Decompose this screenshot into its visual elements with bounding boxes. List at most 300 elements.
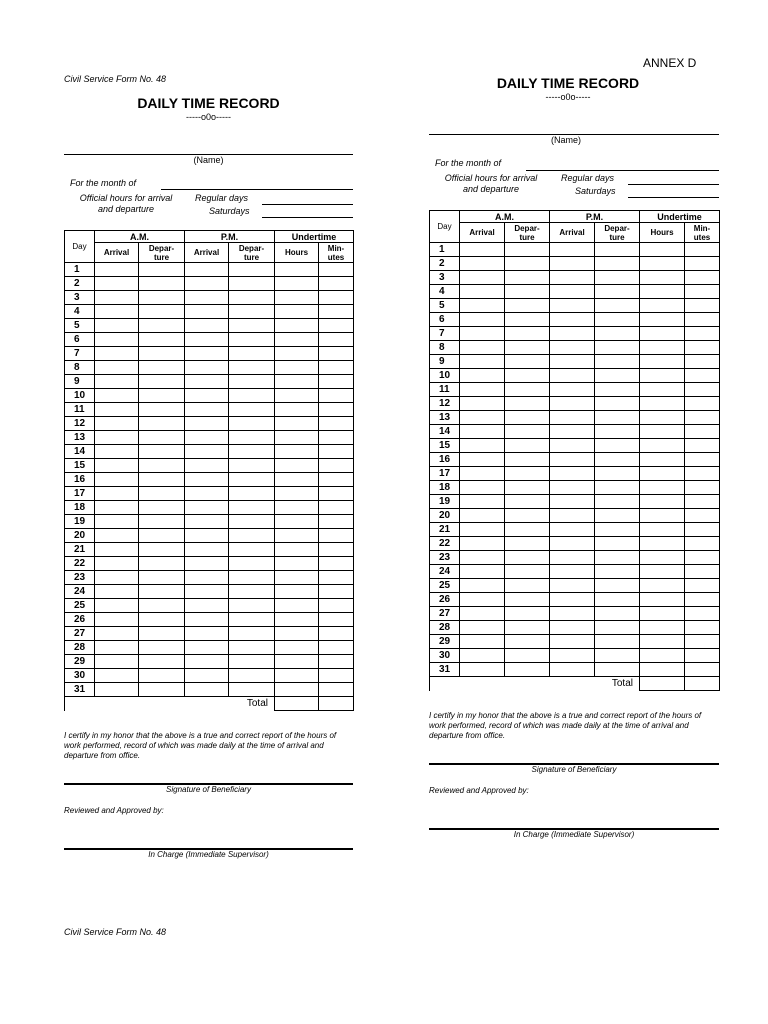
pm-arrival-cell[interactable] xyxy=(550,649,595,663)
pm-departure-cell[interactable] xyxy=(595,593,640,607)
pm-arrival-cell[interactable] xyxy=(550,257,595,271)
pm-departure-cell[interactable] xyxy=(595,551,640,565)
undertime-minutes-cell[interactable] xyxy=(685,397,720,411)
undertime-minutes-cell[interactable] xyxy=(319,459,354,473)
undertime-hours-cell[interactable] xyxy=(640,341,685,355)
pm-departure-cell[interactable] xyxy=(595,397,640,411)
total-minutes-cell[interactable] xyxy=(685,677,720,691)
pm-arrival-cell[interactable] xyxy=(185,389,229,403)
am-departure-cell[interactable] xyxy=(505,607,550,621)
undertime-minutes-cell[interactable] xyxy=(319,683,354,697)
undertime-minutes-cell[interactable] xyxy=(319,403,354,417)
undertime-hours-cell[interactable] xyxy=(640,495,685,509)
undertime-hours-cell[interactable] xyxy=(275,627,319,641)
undertime-minutes-cell[interactable] xyxy=(685,341,720,355)
undertime-minutes-cell[interactable] xyxy=(319,305,354,319)
pm-arrival-cell[interactable] xyxy=(185,473,229,487)
undertime-hours-cell[interactable] xyxy=(275,515,319,529)
undertime-hours-cell[interactable] xyxy=(640,355,685,369)
am-arrival-cell[interactable] xyxy=(460,313,505,327)
am-departure-cell[interactable] xyxy=(505,593,550,607)
undertime-minutes-cell[interactable] xyxy=(319,417,354,431)
undertime-hours-cell[interactable] xyxy=(640,271,685,285)
undertime-hours-cell[interactable] xyxy=(640,327,685,341)
pm-arrival-cell[interactable] xyxy=(550,537,595,551)
am-departure-cell[interactable] xyxy=(505,649,550,663)
undertime-hours-cell[interactable] xyxy=(275,683,319,697)
pm-arrival-cell[interactable] xyxy=(550,551,595,565)
undertime-hours-cell[interactable] xyxy=(275,277,319,291)
undertime-minutes-cell[interactable] xyxy=(319,669,354,683)
am-arrival-cell[interactable] xyxy=(95,683,139,697)
pm-arrival-cell[interactable] xyxy=(185,487,229,501)
pm-arrival-cell[interactable] xyxy=(185,529,229,543)
am-departure-cell[interactable] xyxy=(139,319,185,333)
am-arrival-cell[interactable] xyxy=(460,257,505,271)
pm-arrival-cell[interactable] xyxy=(185,319,229,333)
am-arrival-cell[interactable] xyxy=(460,551,505,565)
am-arrival-cell[interactable] xyxy=(95,585,139,599)
undertime-minutes-cell[interactable] xyxy=(685,327,720,341)
undertime-hours-cell[interactable] xyxy=(640,579,685,593)
undertime-minutes-cell[interactable] xyxy=(685,411,720,425)
am-departure-cell[interactable] xyxy=(139,445,185,459)
am-departure-cell[interactable] xyxy=(505,495,550,509)
am-departure-cell[interactable] xyxy=(139,361,185,375)
undertime-minutes-cell[interactable] xyxy=(685,537,720,551)
pm-departure-cell[interactable] xyxy=(229,347,275,361)
am-arrival-cell[interactable] xyxy=(95,305,139,319)
pm-arrival-cell[interactable] xyxy=(550,635,595,649)
pm-arrival-cell[interactable] xyxy=(550,425,595,439)
am-arrival-cell[interactable] xyxy=(95,571,139,585)
am-departure-cell[interactable] xyxy=(139,473,185,487)
total-minutes-cell[interactable] xyxy=(319,697,354,711)
total-hours-cell[interactable] xyxy=(640,677,685,691)
undertime-minutes-cell[interactable] xyxy=(685,523,720,537)
pm-arrival-cell[interactable] xyxy=(550,411,595,425)
undertime-hours-cell[interactable] xyxy=(640,593,685,607)
pm-departure-cell[interactable] xyxy=(595,509,640,523)
undertime-minutes-cell[interactable] xyxy=(685,495,720,509)
undertime-hours-cell[interactable] xyxy=(275,291,319,305)
am-arrival-cell[interactable] xyxy=(460,397,505,411)
undertime-hours-cell[interactable] xyxy=(640,537,685,551)
pm-arrival-cell[interactable] xyxy=(550,509,595,523)
undertime-hours-cell[interactable] xyxy=(275,361,319,375)
pm-arrival-cell[interactable] xyxy=(185,333,229,347)
undertime-minutes-cell[interactable] xyxy=(685,593,720,607)
undertime-minutes-cell[interactable] xyxy=(319,487,354,501)
pm-arrival-cell[interactable] xyxy=(550,523,595,537)
undertime-hours-cell[interactable] xyxy=(640,453,685,467)
undertime-minutes-cell[interactable] xyxy=(319,333,354,347)
am-departure-cell[interactable] xyxy=(505,565,550,579)
am-arrival-cell[interactable] xyxy=(95,515,139,529)
undertime-hours-cell[interactable] xyxy=(275,655,319,669)
am-departure-cell[interactable] xyxy=(139,599,185,613)
am-arrival-cell[interactable] xyxy=(95,669,139,683)
am-arrival-cell[interactable] xyxy=(95,459,139,473)
undertime-minutes-cell[interactable] xyxy=(685,285,720,299)
undertime-minutes-cell[interactable] xyxy=(685,565,720,579)
am-arrival-cell[interactable] xyxy=(460,453,505,467)
pm-arrival-cell[interactable] xyxy=(550,565,595,579)
am-departure-cell[interactable] xyxy=(139,543,185,557)
pm-departure-cell[interactable] xyxy=(229,403,275,417)
am-arrival-cell[interactable] xyxy=(460,383,505,397)
pm-departure-cell[interactable] xyxy=(229,417,275,431)
undertime-minutes-cell[interactable] xyxy=(319,529,354,543)
undertime-hours-cell[interactable] xyxy=(640,551,685,565)
undertime-minutes-cell[interactable] xyxy=(685,369,720,383)
pm-arrival-cell[interactable] xyxy=(185,641,229,655)
pm-departure-cell[interactable] xyxy=(595,285,640,299)
pm-arrival-cell[interactable] xyxy=(550,355,595,369)
am-arrival-cell[interactable] xyxy=(95,361,139,375)
am-arrival-cell[interactable] xyxy=(95,263,139,277)
am-arrival-cell[interactable] xyxy=(95,319,139,333)
pm-arrival-cell[interactable] xyxy=(185,683,229,697)
pm-arrival-cell[interactable] xyxy=(550,453,595,467)
am-arrival-cell[interactable] xyxy=(95,389,139,403)
pm-arrival-cell[interactable] xyxy=(550,481,595,495)
pm-departure-cell[interactable] xyxy=(229,431,275,445)
pm-arrival-cell[interactable] xyxy=(550,607,595,621)
pm-departure-cell[interactable] xyxy=(229,263,275,277)
undertime-hours-cell[interactable] xyxy=(275,417,319,431)
am-arrival-cell[interactable] xyxy=(95,655,139,669)
undertime-minutes-cell[interactable] xyxy=(319,641,354,655)
am-departure-cell[interactable] xyxy=(505,383,550,397)
am-departure-cell[interactable] xyxy=(139,655,185,669)
undertime-minutes-cell[interactable] xyxy=(685,271,720,285)
pm-departure-cell[interactable] xyxy=(595,411,640,425)
am-departure-cell[interactable] xyxy=(139,431,185,445)
undertime-minutes-cell[interactable] xyxy=(685,579,720,593)
undertime-minutes-cell[interactable] xyxy=(319,585,354,599)
am-departure-cell[interactable] xyxy=(505,523,550,537)
pm-departure-cell[interactable] xyxy=(229,375,275,389)
am-departure-cell[interactable] xyxy=(505,243,550,257)
undertime-minutes-cell[interactable] xyxy=(319,291,354,305)
pm-departure-cell[interactable] xyxy=(229,515,275,529)
am-departure-cell[interactable] xyxy=(505,299,550,313)
undertime-hours-cell[interactable] xyxy=(640,649,685,663)
pm-departure-cell[interactable] xyxy=(595,271,640,285)
am-arrival-cell[interactable] xyxy=(95,599,139,613)
undertime-minutes-cell[interactable] xyxy=(685,313,720,327)
undertime-minutes-cell[interactable] xyxy=(319,277,354,291)
pm-arrival-cell[interactable] xyxy=(185,375,229,389)
regular-days-field-line[interactable] xyxy=(262,204,353,205)
pm-arrival-cell[interactable] xyxy=(550,369,595,383)
undertime-hours-cell[interactable] xyxy=(640,425,685,439)
pm-departure-cell[interactable] xyxy=(595,313,640,327)
pm-departure-cell[interactable] xyxy=(595,257,640,271)
am-arrival-cell[interactable] xyxy=(460,341,505,355)
pm-departure-cell[interactable] xyxy=(595,355,640,369)
am-arrival-cell[interactable] xyxy=(95,627,139,641)
am-arrival-cell[interactable] xyxy=(95,641,139,655)
am-arrival-cell[interactable] xyxy=(460,649,505,663)
pm-departure-cell[interactable] xyxy=(595,537,640,551)
am-departure-cell[interactable] xyxy=(505,537,550,551)
pm-departure-cell[interactable] xyxy=(229,445,275,459)
pm-departure-cell[interactable] xyxy=(595,663,640,677)
undertime-hours-cell[interactable] xyxy=(640,439,685,453)
undertime-minutes-cell[interactable] xyxy=(319,557,354,571)
am-arrival-cell[interactable] xyxy=(95,291,139,305)
pm-arrival-cell[interactable] xyxy=(550,397,595,411)
pm-arrival-cell[interactable] xyxy=(185,599,229,613)
regular-days-field-line[interactable] xyxy=(628,184,719,185)
am-arrival-cell[interactable] xyxy=(95,613,139,627)
pm-arrival-cell[interactable] xyxy=(550,383,595,397)
pm-arrival-cell[interactable] xyxy=(185,613,229,627)
am-departure-cell[interactable] xyxy=(505,439,550,453)
pm-arrival-cell[interactable] xyxy=(185,571,229,585)
pm-departure-cell[interactable] xyxy=(595,467,640,481)
am-arrival-cell[interactable] xyxy=(460,425,505,439)
am-arrival-cell[interactable] xyxy=(95,529,139,543)
pm-arrival-cell[interactable] xyxy=(185,669,229,683)
am-arrival-cell[interactable] xyxy=(460,523,505,537)
pm-arrival-cell[interactable] xyxy=(185,277,229,291)
pm-departure-cell[interactable] xyxy=(595,383,640,397)
pm-departure-cell[interactable] xyxy=(229,683,275,697)
am-arrival-cell[interactable] xyxy=(95,375,139,389)
undertime-hours-cell[interactable] xyxy=(640,565,685,579)
pm-departure-cell[interactable] xyxy=(229,543,275,557)
pm-departure-cell[interactable] xyxy=(229,487,275,501)
pm-arrival-cell[interactable] xyxy=(185,403,229,417)
pm-arrival-cell[interactable] xyxy=(550,341,595,355)
am-departure-cell[interactable] xyxy=(139,333,185,347)
pm-departure-cell[interactable] xyxy=(595,565,640,579)
pm-arrival-cell[interactable] xyxy=(550,299,595,313)
am-departure-cell[interactable] xyxy=(139,417,185,431)
am-arrival-cell[interactable] xyxy=(460,621,505,635)
undertime-hours-cell[interactable] xyxy=(275,529,319,543)
undertime-minutes-cell[interactable] xyxy=(319,347,354,361)
pm-departure-cell[interactable] xyxy=(229,655,275,669)
am-arrival-cell[interactable] xyxy=(460,299,505,313)
am-arrival-cell[interactable] xyxy=(95,277,139,291)
am-departure-cell[interactable] xyxy=(505,453,550,467)
pm-departure-cell[interactable] xyxy=(229,557,275,571)
undertime-minutes-cell[interactable] xyxy=(685,453,720,467)
am-departure-cell[interactable] xyxy=(505,327,550,341)
am-arrival-cell[interactable] xyxy=(460,271,505,285)
am-departure-cell[interactable] xyxy=(139,613,185,627)
undertime-minutes-cell[interactable] xyxy=(685,607,720,621)
undertime-hours-cell[interactable] xyxy=(275,669,319,683)
pm-departure-cell[interactable] xyxy=(229,501,275,515)
pm-departure-cell[interactable] xyxy=(595,439,640,453)
pm-arrival-cell[interactable] xyxy=(185,655,229,669)
undertime-minutes-cell[interactable] xyxy=(319,319,354,333)
am-departure-cell[interactable] xyxy=(505,369,550,383)
am-departure-cell[interactable] xyxy=(139,375,185,389)
undertime-hours-cell[interactable] xyxy=(640,285,685,299)
am-arrival-cell[interactable] xyxy=(460,439,505,453)
pm-departure-cell[interactable] xyxy=(229,319,275,333)
am-arrival-cell[interactable] xyxy=(95,431,139,445)
pm-departure-cell[interactable] xyxy=(229,613,275,627)
am-departure-cell[interactable] xyxy=(505,635,550,649)
undertime-minutes-cell[interactable] xyxy=(319,375,354,389)
pm-departure-cell[interactable] xyxy=(595,481,640,495)
undertime-minutes-cell[interactable] xyxy=(685,243,720,257)
pm-arrival-cell[interactable] xyxy=(550,593,595,607)
undertime-hours-cell[interactable] xyxy=(275,403,319,417)
pm-arrival-cell[interactable] xyxy=(550,313,595,327)
undertime-hours-cell[interactable] xyxy=(275,389,319,403)
undertime-minutes-cell[interactable] xyxy=(685,299,720,313)
pm-departure-cell[interactable] xyxy=(229,641,275,655)
undertime-hours-cell[interactable] xyxy=(275,263,319,277)
am-departure-cell[interactable] xyxy=(505,397,550,411)
am-departure-cell[interactable] xyxy=(139,683,185,697)
pm-arrival-cell[interactable] xyxy=(550,243,595,257)
pm-departure-cell[interactable] xyxy=(229,361,275,375)
am-departure-cell[interactable] xyxy=(139,501,185,515)
am-arrival-cell[interactable] xyxy=(95,445,139,459)
undertime-minutes-cell[interactable] xyxy=(319,613,354,627)
pm-arrival-cell[interactable] xyxy=(185,291,229,305)
pm-arrival-cell[interactable] xyxy=(185,431,229,445)
am-arrival-cell[interactable] xyxy=(460,467,505,481)
pm-arrival-cell[interactable] xyxy=(550,271,595,285)
pm-arrival-cell[interactable] xyxy=(550,621,595,635)
pm-departure-cell[interactable] xyxy=(595,607,640,621)
am-departure-cell[interactable] xyxy=(505,257,550,271)
pm-arrival-cell[interactable] xyxy=(185,515,229,529)
am-arrival-cell[interactable] xyxy=(460,411,505,425)
am-departure-cell[interactable] xyxy=(139,263,185,277)
undertime-minutes-cell[interactable] xyxy=(319,599,354,613)
undertime-hours-cell[interactable] xyxy=(275,543,319,557)
undertime-minutes-cell[interactable] xyxy=(319,361,354,375)
undertime-hours-cell[interactable] xyxy=(275,641,319,655)
undertime-hours-cell[interactable] xyxy=(640,313,685,327)
am-departure-cell[interactable] xyxy=(139,291,185,305)
pm-arrival-cell[interactable] xyxy=(550,285,595,299)
am-departure-cell[interactable] xyxy=(505,509,550,523)
pm-departure-cell[interactable] xyxy=(229,627,275,641)
pm-departure-cell[interactable] xyxy=(229,599,275,613)
undertime-minutes-cell[interactable] xyxy=(685,509,720,523)
saturdays-field-line[interactable] xyxy=(628,197,719,198)
am-departure-cell[interactable] xyxy=(139,389,185,403)
undertime-hours-cell[interactable] xyxy=(275,431,319,445)
undertime-minutes-cell[interactable] xyxy=(685,649,720,663)
am-departure-cell[interactable] xyxy=(139,459,185,473)
month-field-line[interactable] xyxy=(161,189,353,190)
undertime-hours-cell[interactable] xyxy=(640,523,685,537)
undertime-hours-cell[interactable] xyxy=(275,557,319,571)
am-departure-cell[interactable] xyxy=(139,305,185,319)
undertime-hours-cell[interactable] xyxy=(275,599,319,613)
pm-departure-cell[interactable] xyxy=(595,243,640,257)
am-departure-cell[interactable] xyxy=(139,529,185,543)
undertime-hours-cell[interactable] xyxy=(640,635,685,649)
am-departure-cell[interactable] xyxy=(505,355,550,369)
pm-departure-cell[interactable] xyxy=(595,523,640,537)
pm-arrival-cell[interactable] xyxy=(185,347,229,361)
undertime-hours-cell[interactable] xyxy=(275,347,319,361)
undertime-minutes-cell[interactable] xyxy=(319,571,354,585)
undertime-hours-cell[interactable] xyxy=(640,299,685,313)
undertime-minutes-cell[interactable] xyxy=(685,467,720,481)
undertime-minutes-cell[interactable] xyxy=(685,439,720,453)
undertime-hours-cell[interactable] xyxy=(640,663,685,677)
pm-departure-cell[interactable] xyxy=(595,425,640,439)
pm-arrival-cell[interactable] xyxy=(185,627,229,641)
pm-departure-cell[interactable] xyxy=(595,621,640,635)
pm-arrival-cell[interactable] xyxy=(550,495,595,509)
pm-departure-cell[interactable] xyxy=(229,291,275,305)
pm-departure-cell[interactable] xyxy=(595,579,640,593)
am-arrival-cell[interactable] xyxy=(95,487,139,501)
undertime-hours-cell[interactable] xyxy=(640,383,685,397)
am-departure-cell[interactable] xyxy=(139,627,185,641)
undertime-hours-cell[interactable] xyxy=(640,509,685,523)
undertime-hours-cell[interactable] xyxy=(640,397,685,411)
undertime-minutes-cell[interactable] xyxy=(319,445,354,459)
undertime-hours-cell[interactable] xyxy=(640,257,685,271)
pm-arrival-cell[interactable] xyxy=(185,263,229,277)
am-departure-cell[interactable] xyxy=(505,551,550,565)
undertime-hours-cell[interactable] xyxy=(640,621,685,635)
undertime-hours-cell[interactable] xyxy=(275,333,319,347)
undertime-minutes-cell[interactable] xyxy=(685,355,720,369)
am-departure-cell[interactable] xyxy=(505,425,550,439)
pm-arrival-cell[interactable] xyxy=(550,663,595,677)
am-arrival-cell[interactable] xyxy=(460,481,505,495)
am-departure-cell[interactable] xyxy=(505,285,550,299)
undertime-minutes-cell[interactable] xyxy=(319,501,354,515)
am-arrival-cell[interactable] xyxy=(95,403,139,417)
undertime-minutes-cell[interactable] xyxy=(319,515,354,529)
pm-arrival-cell[interactable] xyxy=(185,445,229,459)
pm-arrival-cell[interactable] xyxy=(185,585,229,599)
undertime-minutes-cell[interactable] xyxy=(685,481,720,495)
am-arrival-cell[interactable] xyxy=(460,579,505,593)
am-departure-cell[interactable] xyxy=(139,571,185,585)
undertime-minutes-cell[interactable] xyxy=(685,425,720,439)
undertime-hours-cell[interactable] xyxy=(275,375,319,389)
am-arrival-cell[interactable] xyxy=(460,607,505,621)
month-field-line[interactable] xyxy=(526,170,719,171)
undertime-minutes-cell[interactable] xyxy=(319,627,354,641)
pm-departure-cell[interactable] xyxy=(229,305,275,319)
am-arrival-cell[interactable] xyxy=(460,243,505,257)
undertime-hours-cell[interactable] xyxy=(640,467,685,481)
am-departure-cell[interactable] xyxy=(505,621,550,635)
undertime-hours-cell[interactable] xyxy=(275,487,319,501)
am-departure-cell[interactable] xyxy=(139,641,185,655)
pm-departure-cell[interactable] xyxy=(595,341,640,355)
am-arrival-cell[interactable] xyxy=(95,347,139,361)
am-departure-cell[interactable] xyxy=(505,579,550,593)
undertime-minutes-cell[interactable] xyxy=(685,551,720,565)
am-departure-cell[interactable] xyxy=(505,271,550,285)
am-arrival-cell[interactable] xyxy=(460,593,505,607)
undertime-minutes-cell[interactable] xyxy=(685,635,720,649)
am-arrival-cell[interactable] xyxy=(95,557,139,571)
